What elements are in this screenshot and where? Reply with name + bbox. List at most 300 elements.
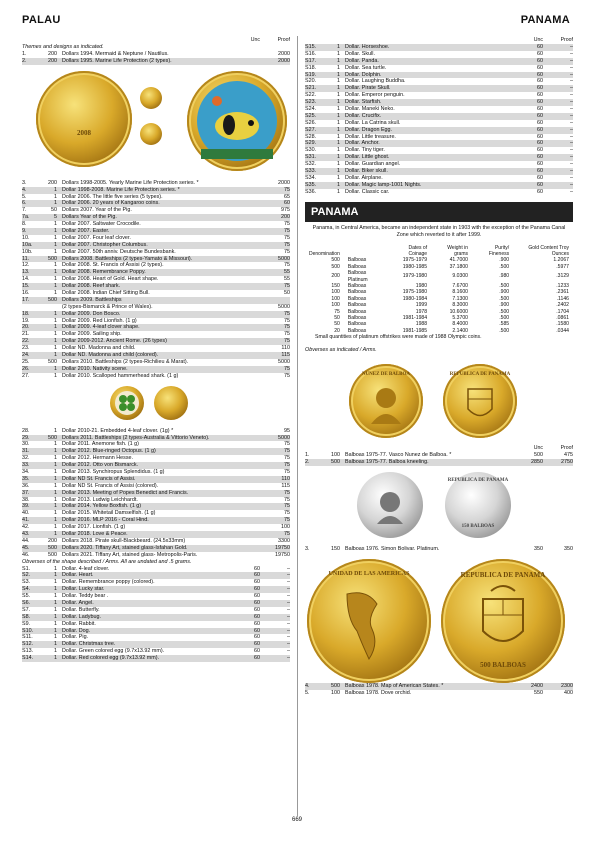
- denomination: 1: [337, 112, 340, 119]
- catalog-number: 42.: [22, 524, 30, 531]
- catalog-row: [22, 262, 290, 269]
- catalog-row: [305, 154, 573, 161]
- description: Dollar 2008. Reef shark.: [62, 283, 121, 290]
- palau-list-d: [22, 566, 290, 662]
- catalog-row: [305, 182, 573, 189]
- description: Dollar. Dragon Egg.: [345, 126, 393, 133]
- denomination: 100: [331, 689, 340, 696]
- description: Dollar 2013. Meeting of Popes Benedict and Francis.: [62, 489, 189, 496]
- obverses-intro: Obverses as indicated / Arms.: [305, 347, 377, 354]
- unc-price: [230, 524, 260, 531]
- description: Dollars 1994. Mermaid & Neptune / Nautilus.: [62, 51, 169, 57]
- unc-price: [230, 207, 260, 214]
- denomination: 1: [54, 599, 57, 606]
- catalog-number: S19.: [305, 71, 317, 78]
- unc-price: 60: [537, 119, 543, 126]
- denomination: 500: [48, 255, 57, 262]
- denomination: 1: [54, 462, 57, 469]
- proof-price: 75: [284, 496, 290, 503]
- unc-price: [230, 517, 260, 524]
- denomination: 50: [51, 207, 57, 214]
- description: Dollar 2008. Heart of Gold. Heart shape.: [62, 276, 159, 283]
- table-cell: .0861: [556, 315, 569, 322]
- denomination: 1: [54, 455, 57, 462]
- catalog-row: [22, 490, 290, 497]
- denomination: 1: [54, 248, 57, 255]
- proof-price: 75: [284, 317, 290, 324]
- description: Dollar. Horseshoe.: [345, 44, 390, 50]
- palau-list-a: [22, 51, 290, 65]
- description: Dollar. Green colored egg (9.7x13.92 mm).: [62, 648, 165, 655]
- catalog-number: 22.: [22, 338, 30, 345]
- proof-price: 60: [284, 200, 290, 207]
- unc-price: [230, 441, 260, 448]
- unc-header: Unc: [250, 37, 260, 43]
- catalog-row: [22, 187, 290, 194]
- catalog-number: S17.: [305, 57, 317, 64]
- denomination: 1: [337, 181, 340, 188]
- catalog-number: 24.: [22, 352, 30, 359]
- denomination: 1: [54, 241, 57, 248]
- proof-price: –: [570, 57, 573, 64]
- column-header: [22, 36, 290, 44]
- proof-price: –: [287, 641, 290, 648]
- table-header: Denomination: [309, 251, 340, 257]
- proof-price: –: [287, 613, 290, 620]
- catalog-number: 40.: [22, 510, 30, 517]
- denomination: 1: [54, 565, 57, 572]
- table-cell: .500: [499, 315, 510, 322]
- unc-price: [230, 228, 260, 235]
- catalog-number: 45.: [22, 544, 30, 551]
- table-cell: 37.1800: [449, 263, 469, 270]
- proof-price: –: [287, 586, 290, 593]
- palau-list-e: [305, 44, 573, 196]
- catalog-row: [22, 352, 290, 359]
- proof-price: –: [570, 85, 573, 92]
- proof-price: –: [570, 154, 573, 161]
- description: Dollar 2007. Saltwater Crocodile.: [62, 221, 141, 228]
- description: Dollar. Emperor penguin.: [345, 92, 405, 99]
- catalog-number: 38.: [22, 496, 30, 503]
- catalog-number: S9.: [22, 620, 31, 627]
- description: Dollar 1998-2008. Marine Life Protection series. *: [62, 186, 180, 193]
- denomination: 1: [54, 593, 57, 600]
- table-cell: 500: [331, 257, 340, 264]
- denomination: 1: [54, 221, 57, 228]
- catalog-row: [22, 586, 290, 593]
- unc-price: [230, 290, 260, 297]
- proof-price: –: [287, 606, 290, 613]
- denomination: 1: [54, 269, 57, 276]
- proof-price: 75: [284, 221, 290, 228]
- unc-price: [230, 297, 260, 304]
- unc-price: [230, 58, 260, 65]
- table-cell: 50: [334, 321, 340, 328]
- catalog-number: 31.: [22, 448, 30, 455]
- denomination: 1: [54, 579, 57, 586]
- catalog-number: 43.: [22, 530, 30, 537]
- denomination: 1: [54, 352, 57, 359]
- description: Dollar. Dolphin.: [345, 71, 382, 78]
- proof-price: –: [287, 599, 290, 606]
- arms-gold-coin: [154, 386, 188, 420]
- unc-price: 60: [254, 565, 260, 572]
- catalog-number: 25.: [22, 358, 30, 365]
- table-cell: 1980-1984: [402, 295, 428, 302]
- denomination: 1: [337, 154, 340, 161]
- proof-price: 2000: [278, 179, 290, 186]
- denomination: 500: [48, 358, 57, 365]
- proof-header: Proof: [560, 445, 573, 452]
- catalog-number: S12.: [22, 641, 34, 648]
- unc-price: [230, 552, 260, 559]
- unc-price: [230, 359, 260, 366]
- description: Dollar 2016. MLP 2016 - Coral Hind.: [62, 517, 149, 524]
- description: Dollar 2015. Whitetail Damselfish. (1 g): [62, 510, 156, 517]
- table-cell: 1.2067: [553, 257, 569, 264]
- denomination: 500: [48, 434, 57, 441]
- denomination: 1: [54, 510, 57, 517]
- catalog-row: [22, 180, 290, 187]
- proof-price: 75: [284, 517, 290, 524]
- unc-price: 550: [534, 689, 543, 696]
- catalog-number: S11.: [22, 634, 33, 641]
- catalog-row: [22, 331, 290, 338]
- running-header-left: PALAU: [22, 14, 61, 26]
- denomination: 1: [54, 290, 57, 297]
- unc-price: 60: [254, 572, 260, 579]
- catalog-row: [305, 58, 573, 65]
- proof-price: 55: [284, 276, 290, 283]
- description: Dollar 2013. Ludwig Leichhardt.: [62, 496, 138, 503]
- denomination: 1: [337, 57, 340, 64]
- table-cell: .500: [499, 327, 510, 334]
- unc-price: [230, 352, 260, 359]
- description: Dollar 2010. Scalloped hammerhead shark. (1 g): [62, 372, 179, 379]
- catalog-row: [305, 99, 573, 106]
- description: Dollars 2018. Pirate skull-Blackbeard. (24.5x33mm): [62, 537, 186, 544]
- catalog-row: [22, 435, 290, 442]
- unc-price: 60: [537, 112, 543, 119]
- catalog-row: [305, 189, 573, 196]
- catalog-row: [22, 366, 290, 373]
- unc-price: [230, 455, 260, 462]
- catalog-number: S8.: [22, 613, 31, 620]
- table-cell: 100: [331, 289, 340, 296]
- description: Dollar. Ladybug.: [62, 613, 101, 620]
- catalog-row: [22, 469, 290, 476]
- unc-price: 60: [537, 174, 543, 181]
- table-cell: 5.3700: [452, 315, 469, 322]
- denomination: 1: [337, 119, 340, 126]
- proof-price: 75: [284, 468, 290, 475]
- unc-price: [230, 469, 260, 476]
- table-cell: 75: [334, 308, 340, 315]
- catalog-number: S29.: [305, 140, 317, 147]
- unc-price: 60: [537, 140, 543, 147]
- description: Dollars 2011. Battleships (2 types-Australia & Vittorio Veneto).: [62, 434, 210, 441]
- denomination: 1: [337, 147, 340, 154]
- proof-price: 75: [284, 338, 290, 345]
- column-divider: [297, 36, 298, 816]
- table-cell: 10.6000: [449, 308, 469, 315]
- catalog-row: [22, 58, 290, 65]
- table-cell: 1981-1984: [402, 315, 428, 322]
- description: Dollar. Remembrance poppy (colored).: [62, 579, 155, 586]
- denomination: 1: [54, 365, 57, 372]
- catalog-number: 6.: [22, 200, 27, 207]
- catalog-row: [305, 92, 573, 99]
- proof-price: –: [570, 112, 573, 119]
- right-column: [305, 36, 573, 697]
- proof-price: –: [287, 565, 290, 572]
- unc-price: [230, 214, 260, 221]
- description: Dollar 2012. Otto von Bismarck.: [62, 462, 139, 469]
- column-header: [305, 444, 573, 452]
- unc-price: 60: [537, 64, 543, 71]
- catalog-number: 10.: [22, 234, 30, 241]
- proof-price: –: [570, 168, 573, 175]
- description: Dollar 2009. Don Bosco.: [62, 310, 121, 317]
- proof-price: 75: [284, 234, 290, 241]
- description: Dollar. La Catrina skull.: [345, 119, 401, 126]
- unc-price: [230, 490, 260, 497]
- denomination: 100: [331, 452, 340, 459]
- description: Dollar 2008. St. Francis of Assisi (2 types).: [62, 262, 164, 269]
- panama-list-b: [305, 546, 573, 553]
- catalog-row: [22, 497, 290, 504]
- description: Dollar 2009. Red Lionfish. (1 g): [62, 317, 137, 324]
- neptune-gold-coin: 2008: [36, 71, 132, 167]
- description: Dollars Year of the Pig.: [62, 214, 117, 221]
- denomination: 500: [48, 551, 57, 558]
- table-cell: Balboas: [347, 321, 367, 328]
- description: Dollar 2017. Lionfish. (1 g): [62, 524, 126, 531]
- denomination: 1: [54, 606, 57, 613]
- denomination: 1: [54, 283, 57, 290]
- catalog-row: [22, 572, 290, 579]
- unc-price: 60: [254, 620, 260, 627]
- proof-price: 475: [564, 452, 573, 459]
- proof-price: –: [287, 579, 290, 586]
- catalog-row: [22, 338, 290, 345]
- catalog-row: [22, 503, 290, 510]
- catalog-row: [305, 140, 573, 147]
- catalog-row: [305, 683, 573, 690]
- catalog-row: [22, 373, 290, 380]
- proof-price: 75: [284, 448, 290, 455]
- catalog-row: [22, 51, 290, 58]
- denomination: 1: [54, 427, 57, 434]
- coin-images-palau-1: [22, 65, 290, 180]
- unc-price: 60: [537, 78, 543, 85]
- catalog-number: 37.: [22, 489, 30, 496]
- catalog-number: 34.: [22, 468, 30, 475]
- description: Dollar 2009-2012. Ancient Rome. (26 types): [62, 338, 167, 345]
- catalog-row: [22, 228, 290, 235]
- catalog-number: 7a.: [22, 214, 30, 221]
- catalog-number: 33.: [22, 462, 30, 469]
- proof-price: –: [570, 140, 573, 147]
- proof-price: 3300: [278, 537, 290, 544]
- denomination: 1: [337, 64, 340, 71]
- unc-price: 60: [254, 641, 260, 648]
- unc-price: 350: [534, 546, 543, 553]
- catalog-number: 35.: [22, 475, 30, 482]
- proof-price: 115: [281, 482, 290, 489]
- catalog-row: [22, 304, 290, 311]
- table-cell: Balboas: [347, 327, 367, 334]
- denomination: 1: [54, 586, 57, 593]
- proof-price: –: [287, 655, 290, 662]
- proof-price: 95: [284, 427, 290, 434]
- description: Dollar 2007. Four leaf clover.: [62, 234, 131, 241]
- table-cell: 1979-1980: [402, 273, 428, 280]
- unc-price: [230, 531, 260, 538]
- table-cell: 1980: [415, 283, 428, 290]
- catalog-row: [22, 297, 290, 304]
- catalog-number: 1.: [22, 51, 27, 57]
- unc-price: [230, 538, 260, 545]
- table-cell: Balboas: [347, 302, 367, 309]
- proof-price: 75: [284, 228, 290, 235]
- description: Dollar. Little treasure.: [345, 133, 396, 140]
- catalog-number: S5.: [22, 593, 31, 600]
- table-cell: .1146: [556, 295, 569, 302]
- catalog-row: [22, 600, 290, 607]
- unc-price: 60: [537, 99, 543, 106]
- arms-platinum-coin: REPUBLICA DE PANAMA 150 BALBOAS: [445, 472, 511, 538]
- denomination: 1: [54, 475, 57, 482]
- catalog-row: [22, 448, 290, 455]
- description: Balboas 1975-77. Vasco Nunez de Balboa. *: [345, 452, 452, 459]
- proof-price: –: [570, 126, 573, 133]
- unc-price: [230, 324, 260, 331]
- catalog-number: S4.: [22, 586, 31, 593]
- catalog-row: [22, 269, 290, 276]
- table-cell: .1233: [556, 283, 569, 290]
- denomination: 500: [48, 296, 57, 303]
- table-cell: 1981-1985: [402, 327, 428, 334]
- catalog-row: [22, 324, 290, 331]
- proof-header: Proof: [560, 37, 573, 43]
- catalog-row: [305, 127, 573, 134]
- denomination: 1: [54, 200, 57, 207]
- description: Dollar. Little ghost.: [345, 154, 390, 161]
- table-cell: .500: [499, 308, 510, 315]
- section-title-panama: PANAMA: [305, 202, 573, 222]
- description: Dollar 2010-21. Embedded 4-leaf clover. (1g) *: [62, 427, 174, 434]
- denomination: 1: [337, 71, 340, 78]
- proof-price: 75: [284, 489, 290, 496]
- table-cell: 100: [331, 302, 340, 309]
- catalog-row: [305, 120, 573, 127]
- panama-list-a: [305, 452, 573, 466]
- denomination: 1: [337, 106, 340, 113]
- description: Dollars 2009. Battleships: [62, 296, 122, 303]
- proof-price: [260, 297, 290, 304]
- proof-price: –: [287, 620, 290, 627]
- unc-price: [230, 269, 260, 276]
- catalog-number: S6.: [22, 599, 31, 606]
- proof-price: 75: [284, 262, 290, 269]
- denomination: 1: [337, 126, 340, 133]
- catalog-row: [305, 690, 573, 697]
- catalog-number: 16.: [22, 290, 30, 297]
- coin-images-panama-1: [305, 354, 573, 444]
- description: Dollar. Biker skull.: [345, 168, 388, 175]
- description: Dollar. Heart.: [62, 572, 94, 579]
- proof-price: 75: [284, 310, 290, 317]
- denomination: 1: [337, 99, 340, 106]
- denomination: 150: [331, 546, 340, 553]
- table-cell: 1980-1985: [402, 263, 428, 270]
- denomination: 1: [54, 317, 57, 324]
- unc-price: [230, 373, 260, 380]
- denomination: 200: [48, 57, 57, 64]
- proof-price: 2300: [561, 682, 573, 689]
- catalog-number: 3.: [22, 179, 27, 186]
- proof-price: 75: [284, 530, 290, 537]
- table-cell: 2.1400: [452, 327, 469, 334]
- table-row: [305, 270, 573, 283]
- catalog-number: S25.: [305, 112, 317, 119]
- proof-price: 19750: [275, 551, 290, 558]
- catalog-number: S15.: [305, 44, 317, 50]
- unc-price: 60: [254, 655, 260, 662]
- catalog-number: 18.: [22, 310, 30, 317]
- catalog-row: [22, 207, 290, 214]
- unc-price: [230, 276, 260, 283]
- catalog-number: 30.: [22, 441, 30, 448]
- description: Dollar. Lucky star.: [62, 586, 105, 593]
- description: Dollar 2007. Easter.: [62, 228, 110, 235]
- unc-price: [230, 242, 260, 249]
- denomination: 1: [337, 133, 340, 140]
- denomination: 1: [54, 448, 57, 455]
- denomination: 1: [54, 482, 57, 489]
- proof-price: 50: [284, 290, 290, 297]
- proof-price: 19750: [275, 544, 290, 551]
- catalog-row: [22, 455, 290, 462]
- catalog-row: [22, 552, 290, 559]
- table-cell: 8.4000: [452, 321, 469, 328]
- denomination: 1: [54, 276, 57, 283]
- denomination: 200: [48, 179, 57, 186]
- denomination: 1: [54, 234, 57, 241]
- catalog-row: [305, 51, 573, 58]
- table-cell: .2402: [556, 302, 569, 309]
- description: Dollars 2008. Battleships (2 types-Yamato & Missouri).: [62, 255, 193, 262]
- description: Dollar. Classic car.: [345, 188, 390, 195]
- unc-price: 60: [537, 161, 543, 168]
- catalog-row: [305, 147, 573, 154]
- description: Dollars 2010. Battleships (2 types-Richilieu & Marat).: [62, 358, 189, 365]
- denomination: 200: [48, 51, 57, 57]
- catalog-row: [22, 235, 290, 242]
- denomination: 1: [54, 331, 57, 338]
- unc-price: [230, 200, 260, 207]
- unc-price: [230, 448, 260, 455]
- proof-header: Proof: [277, 37, 290, 43]
- catalog-number: S35.: [305, 181, 317, 188]
- catalog-row: [305, 452, 573, 459]
- unc-price: 60: [254, 648, 260, 655]
- description: Balboas 1978. Dove orchid.: [345, 689, 412, 696]
- catalog-number: S27.: [305, 126, 317, 133]
- table-cell: 200: [331, 273, 340, 280]
